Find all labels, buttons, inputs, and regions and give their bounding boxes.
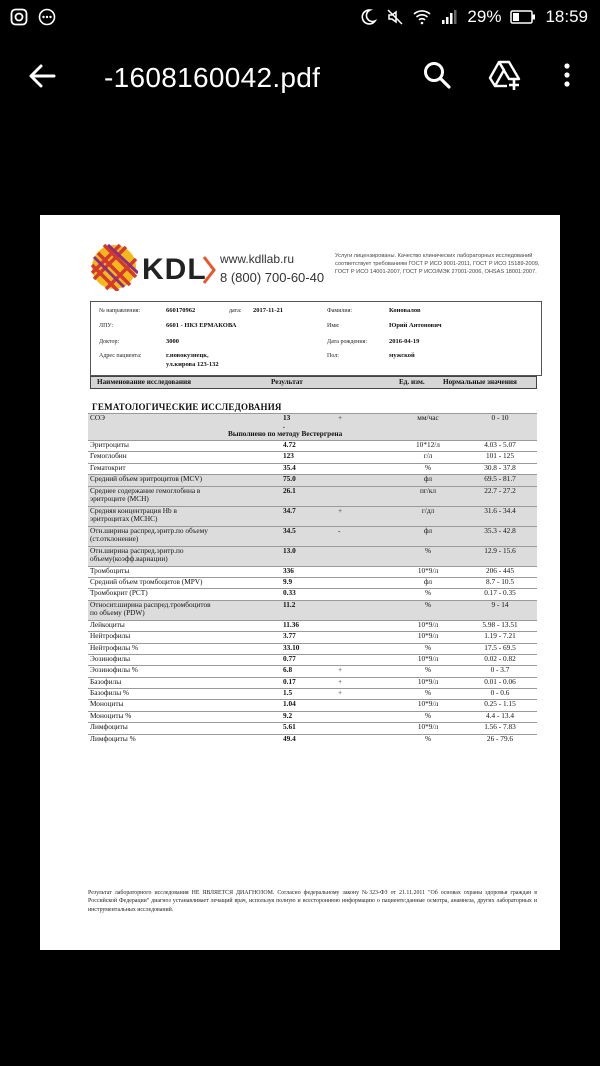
method-dot: . [283, 421, 285, 430]
test-name [90, 666, 222, 675]
test-result: 34.7 [283, 505, 296, 515]
test-flag: + [338, 505, 343, 515]
test-name-line-1: Лимфоциты % [90, 733, 136, 743]
test-unit: пг/кл [419, 485, 437, 495]
test-name-line-1: СОЭ [90, 413, 105, 422]
test-name-line-1: Отн.ширина распред.эритр.по [90, 545, 184, 555]
status-bar [0, 0, 600, 36]
test-name [90, 655, 222, 664]
test-result: 1.04 [283, 699, 296, 709]
test-norm: 0.02 - 0.82 [484, 653, 516, 663]
table-row [88, 526, 537, 546]
test-name-line-2: по объему (PDW) [90, 608, 145, 618]
test-name-line-1: Средний объем эритроцитов (MCV) [90, 474, 203, 484]
test-result: 9.9 [283, 576, 293, 586]
test-name-line-1: Тромбокрит (PCT) [90, 588, 148, 598]
test-norm: 0 - 0.6 [490, 688, 510, 698]
test-result: 34.5 [283, 525, 296, 535]
brand-chevron-icon [202, 255, 216, 285]
test-name [90, 689, 222, 698]
test-norm: 1.19 - 7.21 [484, 631, 516, 641]
table-row [88, 620, 537, 631]
test-norm: 0.25 - 1.15 [484, 699, 516, 709]
test-norm: 0 - 3.7 [490, 665, 510, 675]
wifi-icon [413, 8, 431, 26]
brand-site: www.kdllab.ru [220, 252, 295, 266]
test-flag: + [338, 676, 343, 686]
doctor-label: Доктор: [99, 339, 120, 345]
test-unit: 10*9/л [417, 699, 439, 709]
test-name [90, 441, 222, 450]
table-row [88, 413, 537, 440]
test-norm: 31.6 - 34.4 [484, 505, 516, 515]
test-result: 0.17 [283, 676, 296, 686]
test-flag: - [338, 525, 341, 535]
table-row [88, 631, 537, 642]
order-label: № направления: [99, 308, 141, 314]
test-norm: 8.7 - 10.5 [486, 576, 514, 586]
table-row [88, 688, 537, 699]
test-name [90, 678, 222, 687]
test-norm: 101 - 125 [486, 451, 514, 461]
test-unit: 10*9/л [417, 722, 439, 732]
test-norm: 12.9 - 15.6 [484, 545, 516, 555]
test-result: 33.10 [283, 642, 300, 652]
test-name [90, 507, 222, 524]
test-norm: 1.56 - 7.83 [484, 722, 516, 732]
sex-value: мужской [389, 352, 415, 359]
test-unit: % [424, 599, 432, 609]
test-name [90, 632, 222, 641]
test-unit: % [424, 665, 432, 675]
test-name [90, 452, 222, 461]
test-unit: фл [423, 474, 433, 484]
section-title: ГЕМАТОЛОГИЧЕСКИЕ ИССЛЕДОВАНИЯ [92, 402, 282, 412]
header-unit: Ед. изм. [399, 378, 425, 386]
signal-icon [440, 8, 458, 26]
table-row [88, 451, 537, 462]
test-flag: + [338, 665, 343, 675]
test-unit: 10*12/л [416, 440, 440, 449]
instagram-icon [10, 8, 28, 26]
table-row [88, 486, 537, 506]
surname-label: Фамилия: [327, 308, 353, 314]
test-name [90, 601, 222, 618]
test-name-line-1: Моноциты [90, 699, 124, 709]
doctor-value: 3000 [166, 338, 179, 345]
test-name [90, 712, 222, 721]
search-icon[interactable] [420, 58, 454, 92]
test-name-line-1: Отн.ширина распред.эритр.по объему [90, 525, 208, 535]
back-arrow-icon[interactable] [24, 58, 60, 94]
table-row [88, 699, 537, 710]
test-name-line-1: Тромбоциты [90, 565, 130, 575]
test-norm: 0 - 10 [491, 413, 509, 422]
results-table [88, 413, 537, 745]
test-unit: % [424, 588, 432, 598]
surname-value: Коновалов [389, 307, 421, 314]
name-label: Имя: [327, 323, 340, 329]
app-toolbar [0, 36, 600, 120]
test-norm: 26 - 79.6 [486, 733, 514, 743]
header-result: Результат [271, 378, 303, 386]
test-name-line-1: Средняя концентрация Hb в [90, 505, 177, 515]
test-name [90, 578, 222, 587]
test-name [90, 487, 222, 504]
test-result: 6.8 [283, 665, 293, 675]
test-unit: % [424, 710, 432, 720]
kdl-logo-icon [90, 243, 138, 291]
results-table-header [90, 376, 537, 389]
test-unit: 10*9/л [417, 619, 439, 629]
test-result: 3.77 [283, 631, 296, 641]
test-norm: 4.03 - 5.07 [484, 440, 516, 449]
test-name-line-1: Средний объем тромбоцитов (MPV) [90, 576, 203, 586]
test-result: 13 [283, 413, 291, 422]
clock: 18:59 [545, 7, 588, 26]
table-row [88, 654, 537, 665]
test-norm: 69.5 - 81.7 [484, 474, 516, 484]
test-result: 13.0 [283, 545, 296, 555]
table-row [88, 474, 537, 485]
test-name [90, 475, 222, 484]
test-name-line-2: объему(коэфф.вариации) [90, 554, 168, 564]
test-name-line-1: Эозинофилы [90, 653, 130, 663]
test-unit: фл [423, 576, 433, 586]
address-value-line-1: г.новокузнецк, [166, 352, 209, 359]
table-row [88, 665, 537, 676]
header-name: Наименование исследования [97, 378, 192, 386]
test-flag: + [338, 688, 343, 698]
test-result: 336 [283, 565, 294, 575]
test-norm: 206 - 445 [486, 565, 514, 575]
test-unit: % [424, 733, 432, 743]
test-result: 49.4 [283, 733, 296, 743]
test-name-line-1: Моноциты % [90, 710, 132, 720]
test-flag: + [338, 413, 343, 422]
test-norm: 5.98 - 13.51 [482, 619, 518, 629]
test-name-line-2: (ст.отклонение) [90, 534, 139, 544]
table-row [88, 463, 537, 474]
test-unit: 10*9/л [417, 676, 439, 686]
test-unit: г/л [423, 451, 433, 461]
birth-label: Дата рождения: [327, 339, 368, 345]
sex-label: Пол: [327, 353, 339, 359]
brand-phone: 8 (800) 700-60-40 [220, 270, 325, 285]
address-label: Адрес пациента: [99, 353, 142, 359]
test-unit: % [424, 462, 432, 472]
test-name [90, 464, 222, 473]
date-value: 2017-11-21 [253, 307, 283, 314]
order-value: 660170962 [166, 307, 196, 314]
table-row [88, 600, 537, 620]
test-norm: 0.17 - 0.35 [484, 588, 516, 598]
lpu-value: 6601 - НКЗ ЕРМАКОВА [166, 322, 237, 329]
table-row [88, 506, 537, 526]
table-row [88, 588, 537, 599]
do-not-disturb-moon-icon [359, 8, 377, 26]
test-unit: фл [423, 525, 433, 535]
test-result: 9.2 [283, 710, 293, 720]
test-result: 11.2 [283, 599, 296, 609]
muted-icon [386, 8, 404, 26]
header-norm: Нормальные значения [443, 378, 517, 386]
test-name-line-1: Гематокрит [90, 462, 126, 472]
test-unit: 10*9/л [417, 653, 439, 663]
test-name [90, 621, 222, 630]
brand-name: KDL [142, 253, 207, 286]
address-value-line-2: ул.кирова 123-132 [166, 361, 219, 368]
date-label: дата: [229, 308, 242, 314]
test-unit: мм/час [417, 413, 439, 422]
test-result: 11.36 [283, 619, 300, 629]
test-name-line-1: Нейтрофилы % [90, 642, 139, 652]
table-row [88, 577, 537, 588]
test-name-line-1: Среднее содержание гемоглобина в [90, 485, 201, 495]
test-name-line-1: Относит.ширина распред.тромбоцитов [90, 599, 211, 609]
more-options-icon[interactable] [550, 58, 584, 92]
name-value: Юрий Антонович [389, 322, 442, 329]
test-name-line-2: эритроците (MCH) [90, 494, 149, 504]
test-result: 26.1 [283, 485, 296, 495]
table-row [88, 546, 537, 566]
test-name-line-1: Базофилы [90, 676, 122, 686]
patient-info-box [90, 301, 542, 376]
table-row [88, 722, 537, 733]
license-text: Услуги лицензированы. Качество клинических лабораторных исследований соответствует требованиям ГОСТ Р ИСО 9001-2011, ГОСТ Р ИСО 15189-2009, ГОСТ Р ИСО 14001-2007, ГОСТ Р ИСО/МЭК 27001-2006, OHSAS 18001:2007. [335, 253, 540, 276]
table-row [88, 677, 537, 688]
test-unit: 10*9/л [417, 565, 439, 575]
more-notifications-icon [38, 8, 56, 26]
battery-icon [510, 9, 536, 25]
test-norm: 30.8 - 37.8 [484, 462, 516, 472]
table-row [88, 566, 537, 577]
test-name [90, 644, 222, 653]
test-result: 1.5 [283, 688, 293, 698]
test-name-line-1: Эозинофилы % [90, 665, 138, 675]
test-result: 123 [283, 451, 294, 461]
test-result: 0.77 [283, 653, 296, 663]
test-unit: 10*9/л [417, 631, 439, 641]
test-name-line-1: Лимфоциты [90, 722, 128, 732]
disclaimer-footer: Результат лабораторного исследования НЕ ЯВЛЯЕТСЯ ДИАГНОЗОМ. Согласно федеральному закону №323-ФЗ от 21.11.2011 "Об основах охраны здоровья граждан в Российской Федерации" диагноз устанавливает лечащий врач, используя полную и всестороннюю информацию о пациенте:данные осмотра, анамнеза, других лабораторных и инструментальных исследований. [88, 890, 537, 913]
test-norm: 35.3 - 42.8 [484, 525, 516, 535]
test-unit: % [424, 688, 432, 698]
lpu-label: ЛПУ: [99, 323, 114, 329]
test-name [90, 723, 222, 732]
test-unit: % [424, 642, 432, 652]
test-norm: 0.01 - 0.06 [484, 676, 516, 686]
test-unit: % [424, 545, 432, 555]
test-name [90, 547, 222, 564]
test-result: 75.0 [283, 474, 296, 484]
pdf-page [40, 215, 560, 950]
method-note: Выполнено по методу Вестергрена [228, 429, 343, 438]
test-name [90, 700, 222, 709]
test-norm: 17.5 - 69.5 [484, 642, 516, 652]
test-result: 5.61 [283, 722, 296, 732]
test-result: 4.72 [283, 440, 296, 449]
test-result: 0.33 [283, 588, 296, 598]
test-name [90, 735, 222, 744]
test-norm: 22.7 - 27.2 [484, 485, 516, 495]
test-name-line-1: Нейтрофилы [90, 631, 131, 641]
battery-percent: 29% [467, 7, 502, 26]
test-name-line-2: эритроцитах (MCHC) [90, 514, 158, 524]
test-name [90, 567, 222, 576]
table-row [88, 643, 537, 654]
birth-value: 2016-04-19 [389, 338, 420, 345]
test-norm: 9 - 14 [491, 599, 509, 609]
test-name-line-1: Лейкоциты [90, 619, 125, 629]
table-row [88, 440, 537, 451]
test-result: 35.4 [283, 462, 296, 472]
table-row [88, 734, 537, 745]
test-name-line-1: Эритроциты [90, 440, 129, 449]
add-to-drive-icon[interactable] [488, 58, 522, 92]
document-title: -1608160042.pdf [104, 62, 321, 93]
test-name [90, 527, 222, 544]
test-name [90, 589, 222, 598]
test-norm: 4.4 - 13.4 [486, 710, 514, 720]
test-name-line-1: Базофилы % [90, 688, 129, 698]
test-name-line-1: Гемоглобин [90, 451, 127, 461]
test-unit: г/дл [421, 505, 435, 515]
test-name [90, 414, 222, 423]
table-row [88, 711, 537, 722]
